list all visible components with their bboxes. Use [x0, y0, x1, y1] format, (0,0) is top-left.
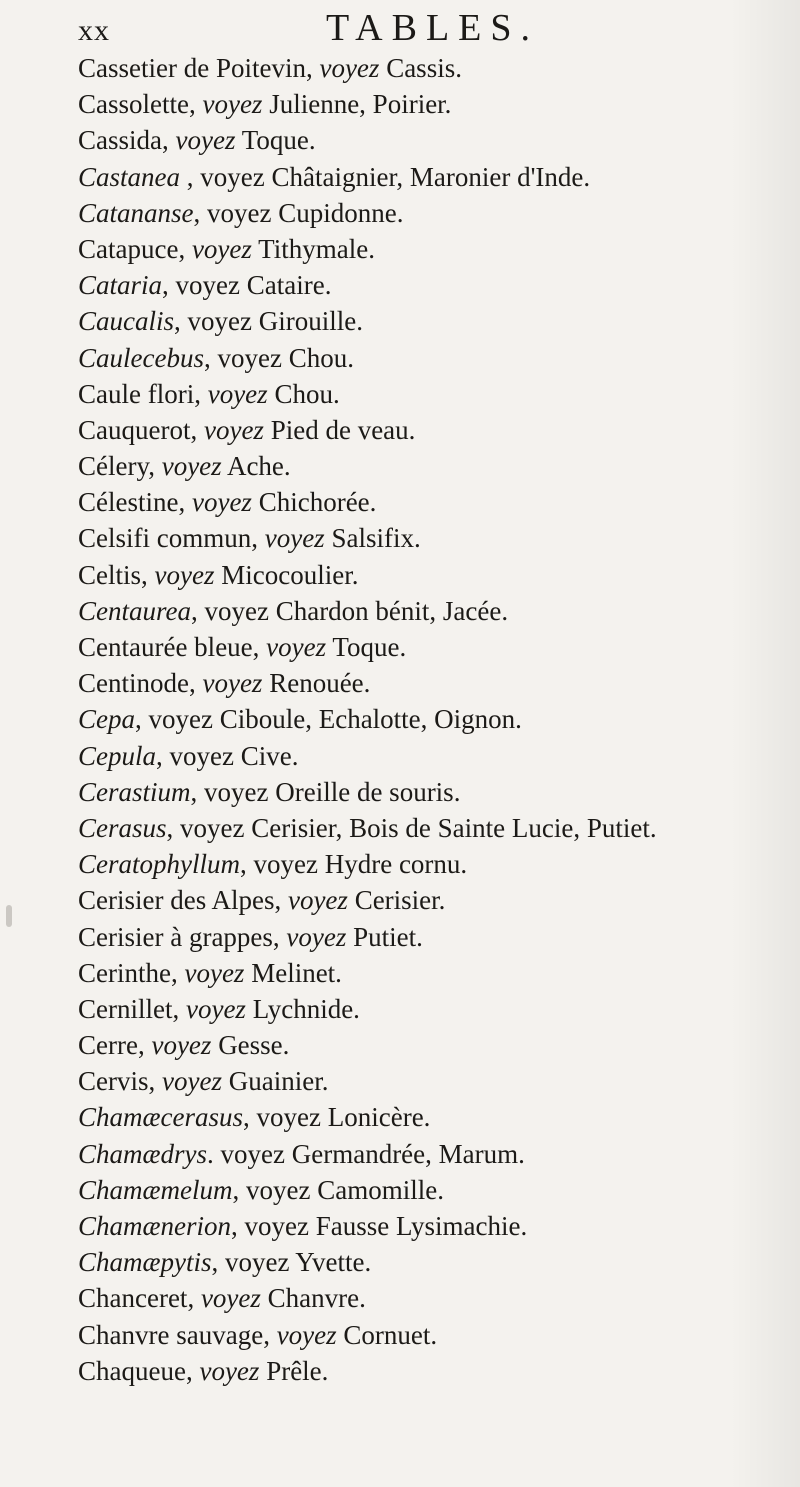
- index-entry: [78, 991, 788, 1027]
- index-entry: [78, 1353, 788, 1389]
- index-entry: [78, 520, 788, 556]
- entry-reference: Cassis.: [379, 53, 462, 83]
- entry-term: Cauquerot: [78, 414, 191, 445]
- entry-reference: Putiet.: [346, 921, 423, 952]
- entry-reference: Girouille.: [251, 306, 363, 337]
- entry-voyez: voyez: [191, 487, 252, 518]
- page-header: [78, 4, 778, 48]
- entry-reference: Lychnide.: [245, 993, 360, 1024]
- entry-separator: ,: [137, 1030, 152, 1061]
- entry-term: Catapuce: [78, 233, 179, 264]
- index-entry: [78, 122, 788, 158]
- entry-separator: ,: [174, 306, 188, 337]
- index-entry: [78, 159, 788, 195]
- entry-term: Chamæcerasus: [78, 1102, 244, 1133]
- entry-term: Centinode: [78, 668, 189, 699]
- entry-voyez: voyez: [191, 233, 252, 264]
- index-entry: [78, 629, 788, 665]
- index-entry: [78, 593, 788, 629]
- entry-reference: Guainier.: [221, 1066, 329, 1097]
- entry-separator: ,: [251, 523, 265, 554]
- entry-separator: ,: [180, 161, 201, 192]
- entry-term: Celtis: [78, 559, 142, 590]
- running-title: TABLES.: [326, 7, 540, 49]
- entry-voyez: voyez: [256, 1102, 321, 1133]
- entry-separator: ,: [193, 197, 208, 228]
- entry-reference: Chardon bénit, Jacée.: [268, 595, 509, 626]
- entry-separator: ,: [274, 885, 288, 916]
- entry-reference: Chou.: [267, 378, 340, 409]
- entry-voyez: voyez: [200, 1283, 261, 1314]
- entry-separator: ,: [305, 53, 320, 83]
- entry-term: Cerastium: [78, 776, 191, 807]
- entry-term: Cervis: [78, 1066, 149, 1097]
- entry-voyez: voyez: [220, 1138, 285, 1169]
- entry-reference: Camomille.: [310, 1174, 444, 1205]
- index-entry: [78, 1136, 788, 1172]
- entry-separator: ,: [162, 270, 176, 301]
- entry-separator: .: [207, 1138, 221, 1169]
- entry-term: Cepa: [78, 704, 135, 735]
- entry-separator: ,: [178, 233, 192, 264]
- margin-mark: [6, 905, 12, 927]
- entry-term: Cassetier de Poitevin: [78, 53, 306, 83]
- entry-voyez: voyez: [246, 1174, 311, 1205]
- entry-reference: Toque.: [235, 125, 316, 156]
- index-entry: [78, 1208, 788, 1244]
- entry-voyez: voyez: [207, 378, 268, 409]
- entry-term: Centaurea: [78, 595, 191, 626]
- entry-voyez: voyez: [185, 993, 246, 1024]
- entry-voyez: voyez: [162, 1066, 222, 1097]
- entry-separator: ,: [243, 1102, 257, 1133]
- entry-reference: Prêle.: [259, 1355, 329, 1386]
- index-entry: [78, 448, 788, 484]
- index-entry: [78, 195, 788, 231]
- index-entry: [78, 738, 788, 774]
- entry-reference: Salsifix.: [324, 523, 421, 554]
- entry-voyez: voyez: [148, 704, 213, 735]
- index-entry: [78, 340, 788, 376]
- entry-reference: Chichorée.: [251, 487, 377, 518]
- entry-term: Chaqueue: [78, 1355, 186, 1386]
- entry-voyez: voyez: [286, 921, 347, 952]
- entry-separator: ,: [178, 487, 192, 518]
- entry-term: Cassida: [78, 125, 162, 156]
- entry-separator: ,: [190, 414, 204, 445]
- index-entry: [78, 267, 788, 303]
- entry-term: Chanceret: [78, 1283, 188, 1314]
- entry-separator: ,: [187, 1283, 201, 1314]
- entry-separator: ,: [172, 993, 186, 1024]
- entry-reference: Yvette.: [289, 1247, 372, 1278]
- entry-term: Chanvre sauvage: [78, 1319, 264, 1350]
- index-entry: [78, 701, 788, 737]
- index-entry: [78, 1244, 788, 1280]
- entry-reference: Renouée.: [262, 668, 371, 699]
- entry-term: Ceratophyllum: [78, 849, 240, 880]
- entry-reference: Chou.: [281, 342, 354, 373]
- entry-voyez: voyez: [244, 1211, 309, 1241]
- entry-term: Célestine: [78, 487, 179, 518]
- index-entry: [78, 484, 788, 520]
- entry-term: Cerisier des Alpes: [78, 885, 275, 916]
- entry-term: Cassolette: [78, 89, 189, 120]
- entry-term: Cerasus: [78, 812, 167, 843]
- index-entry: [78, 919, 788, 955]
- entry-reference: Pied de veau.: [263, 414, 416, 445]
- entry-term: Cerisier à grappes: [78, 921, 273, 952]
- entry-term: Caucalis: [78, 306, 175, 337]
- entry-separator: ,: [188, 89, 203, 120]
- index-entry: [78, 231, 788, 267]
- entry-separator: ,: [156, 740, 170, 771]
- entry-term: Chamænerion: [78, 1211, 232, 1241]
- index-entry: [78, 1317, 788, 1353]
- entry-voyez: voyez: [217, 342, 282, 373]
- entry-separator: ,: [231, 1211, 245, 1241]
- entry-voyez: voyez: [161, 451, 222, 482]
- entry-voyez: voyez: [266, 632, 327, 662]
- entry-term: Catananse: [78, 197, 194, 228]
- entry-separator: ,: [272, 921, 287, 952]
- entry-separator: ,: [141, 559, 155, 590]
- entry-term: Chamædrys: [78, 1138, 208, 1169]
- entry-voyez: voyez: [187, 306, 252, 337]
- entry-separator: ,: [203, 342, 218, 373]
- entry-separator: ,: [240, 849, 254, 880]
- entry-separator: ,: [185, 1355, 200, 1386]
- entry-voyez: voyez: [253, 849, 318, 880]
- index-entry: [78, 846, 788, 882]
- entry-reference: Hydre cornu.: [317, 849, 468, 880]
- index-entry: [78, 1172, 788, 1208]
- entry-voyez: voyez: [151, 1030, 212, 1061]
- index-entry: [78, 882, 788, 918]
- entry-separator: ,: [148, 1066, 162, 1097]
- entry-voyez: voyez: [169, 740, 234, 771]
- entry-voyez: voyez: [204, 595, 269, 626]
- page-edge-shadow: [730, 0, 800, 1487]
- index-entry: [78, 86, 788, 122]
- entry-term: Cerinthe: [78, 957, 171, 988]
- entry-reference: Tithymale.: [251, 233, 375, 264]
- index-entry: [78, 810, 788, 846]
- index-entry: [78, 557, 788, 593]
- index-entry: [78, 1280, 788, 1316]
- entry-voyez: voyez: [264, 523, 325, 554]
- index-entry: [78, 1063, 788, 1099]
- entry-term: Cataria: [78, 270, 163, 301]
- entry-voyez: voyez: [175, 125, 236, 156]
- index-entry: [78, 774, 788, 810]
- entry-reference: Cupidonne.: [271, 197, 404, 228]
- entry-term: Cernillet: [78, 993, 173, 1024]
- entry-reference: Germandrée, Marum.: [284, 1138, 525, 1169]
- entry-term: Celsifi commun: [78, 523, 252, 554]
- entry-reference: Ciboule, Echalotte, Oignon.: [212, 704, 522, 735]
- entry-term: Célery: [78, 451, 149, 482]
- entry-separator: ,: [162, 125, 176, 156]
- entry-separator: ,: [148, 451, 162, 482]
- entry-voyez: voyez: [180, 812, 245, 843]
- entry-voyez: voyez: [175, 270, 240, 301]
- entry-term: Cepula: [78, 740, 156, 771]
- entry-voyez: voyez: [204, 776, 269, 807]
- index-entry: [78, 50, 788, 86]
- entry-voyez: voyez: [202, 668, 263, 699]
- entry-term: Caule flori: [78, 378, 195, 409]
- entry-reference: Cornuet.: [336, 1319, 438, 1350]
- entry-voyez: voyez: [199, 1355, 260, 1386]
- entry-term: Caulecebus: [78, 342, 204, 373]
- entry-separator: ,: [166, 812, 181, 843]
- entry-term: Chamæpytis: [78, 1247, 212, 1278]
- entry-separator: ,: [194, 378, 208, 409]
- entry-separator: ,: [190, 595, 205, 626]
- entry-separator: ,: [170, 957, 185, 988]
- entry-separator: ,: [263, 1319, 277, 1350]
- entry-separator: ,: [232, 1174, 246, 1205]
- entry-term: Centaurée bleue: [78, 632, 253, 662]
- entry-reference: Cataire.: [240, 270, 332, 301]
- entry-voyez: voyez: [276, 1319, 337, 1350]
- index-entry: [78, 412, 788, 448]
- entry-voyez: voyez: [287, 885, 348, 916]
- index-entry: [78, 376, 788, 412]
- index-entry: [78, 1099, 788, 1135]
- index-entry: [78, 303, 788, 339]
- entry-separator: ,: [252, 632, 267, 662]
- entry-voyez: voyez: [319, 53, 380, 83]
- entry-reference: Cerisier, Bois de Sainte Lucie, Putiet.: [244, 812, 657, 843]
- entry-reference: Chanvre.: [260, 1283, 366, 1314]
- entry-term: Chamæmelum: [78, 1174, 233, 1205]
- index-entry: [78, 665, 788, 701]
- entry-separator: ,: [188, 668, 203, 699]
- entry-reference: Julienne, Poirier.: [262, 89, 452, 120]
- entry-separator: ,: [211, 1247, 226, 1278]
- entry-voyez: voyez: [225, 1247, 290, 1278]
- entry-reference: Cerisier.: [347, 885, 446, 916]
- entry-reference: Toque.: [326, 632, 407, 662]
- index-entry: [78, 955, 788, 991]
- entry-reference: Gesse.: [211, 1030, 290, 1061]
- entry-reference: Cive.: [233, 740, 299, 771]
- entry-voyez: voyez: [207, 197, 272, 228]
- page-number: xx: [78, 14, 110, 47]
- entry-reference: Châtaignier, Maronier d'Inde.: [264, 161, 591, 192]
- entry-voyez: voyez: [202, 89, 263, 120]
- entry-separator: ,: [135, 704, 149, 735]
- entry-reference: Oreille de souris.: [268, 776, 461, 807]
- entry-voyez: voyez: [154, 559, 215, 590]
- entry-reference: Melinet.: [244, 957, 342, 988]
- entry-reference: Micocoulier.: [214, 559, 359, 590]
- entry-term: Castanea: [78, 161, 181, 192]
- entry-voyez: voyez: [203, 414, 264, 445]
- entry-reference: Ache.: [221, 451, 291, 482]
- entry-term: Cerre: [78, 1030, 138, 1061]
- index-entries: [78, 50, 788, 1389]
- entry-voyez: voyez: [184, 957, 245, 988]
- entry-reference: Lonicère.: [320, 1102, 431, 1133]
- entry-reference: Fausse Lysimachie.: [308, 1211, 528, 1241]
- entry-separator: ,: [190, 776, 205, 807]
- entry-voyez: voyez: [200, 161, 265, 192]
- index-entry: [78, 1027, 788, 1063]
